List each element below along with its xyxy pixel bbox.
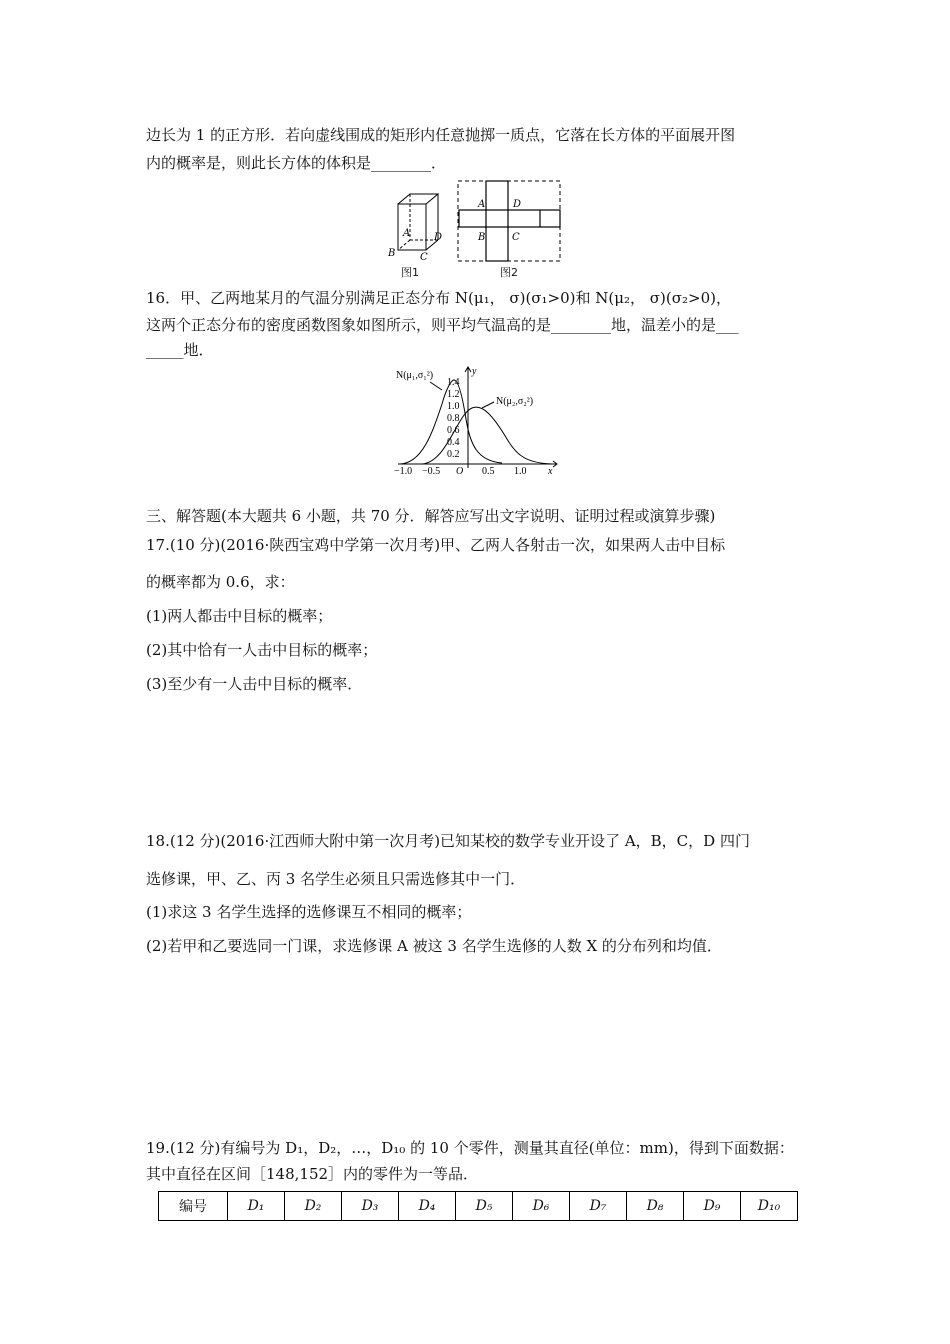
net-figure: [456, 180, 562, 262]
table-cell-d5: D₅: [456, 1192, 513, 1221]
table-cell-d10: D₁₀: [741, 1192, 798, 1221]
fig2-label-d: D: [513, 199, 522, 210]
x-tick-neg-1: −1.0: [394, 466, 413, 476]
y-tick-0-2: 0.2: [447, 449, 460, 460]
fig2-label-a: A: [478, 199, 486, 210]
table-cell-d7: D₇: [570, 1192, 627, 1221]
problem17-line1: 17.(10 分)(2016·陕西宝鸡中学第一次月考)甲、乙两人各射击一次，如果两人击中目标: [146, 536, 726, 554]
curve-2: [422, 407, 552, 464]
problem17-q3: (3)至少有一人击中目标的概率．: [146, 675, 363, 693]
fig2-label-c: C: [512, 232, 520, 243]
origin-label: O: [456, 466, 464, 476]
table-cell-d4: D₄: [399, 1192, 456, 1221]
fig1-label-a: A: [403, 228, 411, 239]
problem16-line3: _____地．: [146, 341, 214, 359]
fig2-caption: 图2: [500, 266, 518, 279]
problem19-line1: 19.(12 分)有编号为 D₁，D₂，…，D₁₀ 的 10 个零件，测量其直径(单位：mm)，得到下面数据：: [146, 1139, 794, 1157]
normal-distribution-graph: [392, 364, 562, 476]
problem18-q1: (1)求这 3 名学生选择的选修课互不相同的概率；: [146, 903, 472, 921]
y-axis-label: y: [472, 366, 477, 377]
table-header-cell: 编号: [159, 1192, 228, 1221]
fig1-label-c: C: [420, 252, 428, 263]
table-cell-d2: D₂: [285, 1192, 342, 1221]
problem15-line2: 内的概率是，则此长方体的体积是________．: [146, 154, 447, 172]
problem17-line2: 的概率都为 0.6，求：: [146, 573, 295, 591]
problem15-line1: 边长为 1 的正方形．若向虚线围成的矩形内任意抛掷一质点，它落在长方体的平面展开图: [146, 126, 736, 144]
x-axis-label: x: [548, 466, 553, 476]
problem18-q2: (2)若甲和乙要选同一门课，求选修课 A 被这 3 名学生选修的人数 X 的分布列和均值．: [146, 937, 722, 955]
cuboid-figure: [386, 188, 446, 266]
y-tick-0-8: 0.8: [447, 413, 460, 424]
table-row: [159, 1192, 798, 1221]
parts-table: [158, 1191, 798, 1221]
x-tick-1: 1.0: [514, 466, 527, 476]
x-tick-neg-0-5: −0.5: [422, 466, 441, 476]
problem18-line2: 选修课，甲、乙、丙 3 名学生必须且只需选修其中一门．: [146, 870, 526, 888]
section3-heading: 三、解答题(本大题共 6 小题，共 70 分．解答应写出文字说明、证明过程或演算步骤): [146, 507, 716, 525]
y-tick-0-6: 0.6: [447, 425, 460, 436]
table-cell-d6: D₆: [513, 1192, 570, 1221]
curve1-pointer: [430, 382, 442, 390]
x-tick-0-5: 0.5: [482, 466, 495, 476]
curve2-label: N(μ₂,σ₂²): [496, 396, 534, 407]
problem18-line1: 18.(12 分)(2016·江西师大附中第一次月考)已知某校的数学专业开设了 A，B，C，D 四门: [146, 832, 750, 850]
y-tick-1-0: 1.0: [447, 401, 460, 412]
problem17-q1: (1)两人都击中目标的概率；: [146, 607, 333, 625]
table-cell-d3: D₃: [342, 1192, 399, 1221]
problem16-line2: 这两个正态分布的密度函数图象如图所示，则平均气温高的是________地，温差小的是___: [146, 316, 739, 334]
problem19-line2: 其中直径在区间［148,152］内的零件为一等品．: [146, 1165, 479, 1183]
table-cell-d8: D₈: [627, 1192, 684, 1221]
fig1-caption: 图1: [401, 266, 419, 279]
problem17-q2: (2)其中恰有一人击中目标的概率；: [146, 641, 378, 659]
table-cell-d1: D₁: [228, 1192, 285, 1221]
y-tick-0-4: 0.4: [447, 437, 460, 448]
problem16-line1: 16．甲、乙两地某月的气温分别满足正态分布 N(μ₁， σ)(σ₁>0)和 N(μ₂， σ)(σ₂>0)，: [146, 289, 731, 307]
fig1-label-d: D: [434, 232, 443, 243]
y-tick-1-4: 1.4: [447, 377, 460, 388]
fig1-label-b: B: [388, 248, 396, 259]
fig2-label-b: B: [478, 232, 486, 243]
y-tick-1-2: 1.2: [447, 389, 460, 400]
table-cell-d9: D₉: [684, 1192, 741, 1221]
curve1-label: N(μ₁,σ₁²): [396, 370, 434, 381]
curve2-pointer: [482, 402, 494, 408]
